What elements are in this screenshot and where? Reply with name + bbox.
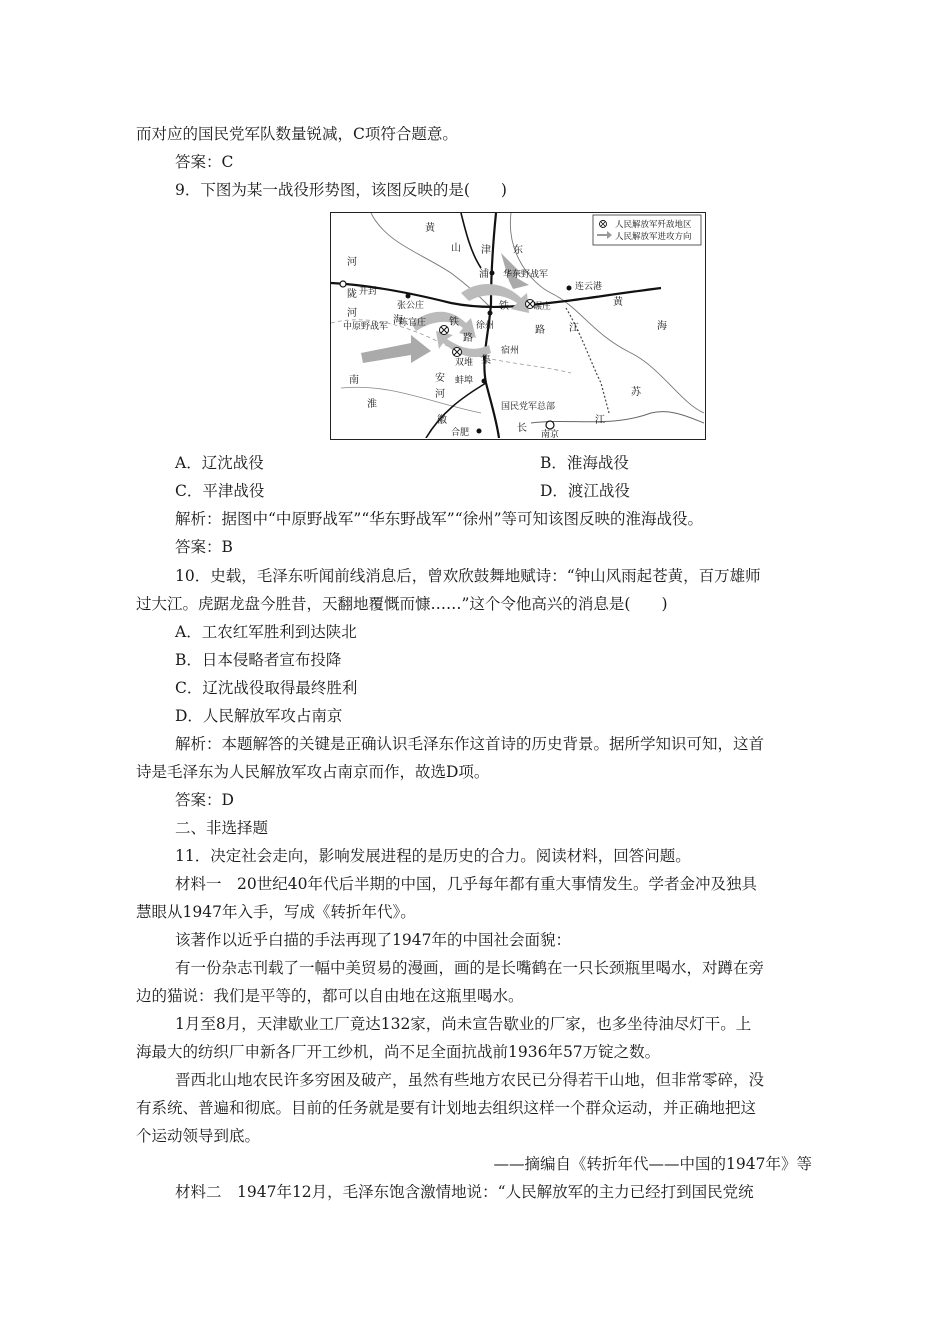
city-marker: [482, 379, 487, 384]
map-label: 长: [517, 423, 527, 434]
question-11: 11．决定社会走向，影响发展进程的是历史的合力。阅读材料，回答问题。: [175, 847, 691, 865]
map-label: 集: [481, 355, 491, 366]
map-label: 中原野战军: [343, 322, 389, 332]
map-label: 碾庄: [533, 302, 552, 312]
material-1-cont: 海最大的纺织厂申新各厂开工纱机，尚不足全面抗战前1936年57万锭之数。: [136, 1043, 661, 1061]
map-label: 海: [657, 321, 667, 332]
option-a: A．辽沈战役: [175, 454, 264, 472]
map-label: 黄: [613, 297, 623, 308]
yangtze-line: [531, 412, 704, 423]
material-1-cont: 个运动领导到底。: [136, 1127, 261, 1145]
legend-attack-label: 人民解放军进攻方向: [615, 232, 692, 242]
map-label: 黄: [425, 223, 435, 234]
map-label: 徐州: [476, 321, 495, 331]
city-marker: [477, 429, 482, 434]
encircle-marker: [453, 348, 462, 357]
map-label: 双堆: [455, 358, 474, 368]
map-svg: [331, 213, 704, 438]
option-b: B．日本侵略者宣布投降: [175, 651, 342, 669]
attack-arrow: [461, 284, 529, 313]
railway: [461, 213, 481, 268]
map-label: 陈官庄: [399, 318, 427, 328]
map-label: 张公庄: [397, 301, 425, 311]
option-c: C．平津战役: [175, 482, 265, 500]
map-label: 南: [349, 375, 359, 386]
map-label: 路: [535, 325, 545, 336]
text-line: 而对应的国民党军队数量锐减，C项符合题意。: [136, 125, 458, 143]
answer-line: 答案：B: [175, 538, 233, 556]
source-citation: ——摘编自《转折年代——中国的1947年》等: [493, 1155, 812, 1173]
explanation: 解析：本题解答的关键是正确认识毛泽东作这首诗的历史背景。据所学知识可知，这首: [175, 735, 765, 753]
material-1-cont: 慧眼从1947年入手，写成《转折年代》。: [136, 903, 416, 921]
material-2: 材料二 1947年12月，毛泽东饱含激情地说：“人民解放军的主力已经打到国民党统: [175, 1183, 754, 1201]
question-9: 9．下图为某一战役形势图，该图反映的是( ): [175, 181, 507, 199]
map-label: 山: [451, 243, 461, 254]
city-marker: [340, 281, 346, 287]
option-a: A．工农红军胜利到达陕北: [175, 623, 357, 641]
city-marker: [488, 311, 493, 316]
material-1: 材料一 20世纪40年代后半期的中国，几乎每年都有重大事情发生。学者金冲及独具: [175, 875, 757, 893]
map-label: 河: [347, 308, 357, 319]
map-label: 华东野战军: [503, 270, 549, 280]
map-label: 合肥: [451, 428, 470, 438]
option-b: B．淮海战役: [540, 454, 629, 472]
option-d: D．渡江战役: [540, 482, 630, 500]
explanation-cont: 诗是毛泽东为人民解放军攻占南京而作，故选D项。: [136, 763, 490, 781]
explanation: 解析：据图中“中原野战军”“华东野战军”“徐州”等可知该图反映的淮海战役。: [175, 510, 704, 528]
map-label: 安: [435, 373, 445, 384]
map-label: 浦: [479, 269, 489, 280]
map-label: 开封: [359, 287, 378, 297]
material-1-para: 1月至8月，天津歇业工厂竟达132家，尚未宣告歇业的厂家，也多坐待油尽灯干。上: [175, 1015, 752, 1033]
map-label: 铁: [499, 301, 509, 312]
map-label: 国民党军总部: [501, 402, 556, 412]
section-heading: 二、非选择题: [175, 819, 269, 837]
city-marker: [567, 286, 572, 291]
encircle-marker: [440, 326, 449, 335]
option-c: C．辽沈战役取得最终胜利: [175, 679, 358, 697]
answer-line: 答案：D: [175, 791, 234, 809]
material-1-para: 晋西北山地农民许多穷困及破产，虽然有些地方农民已分得若干山地，但非常零碎，没: [175, 1071, 765, 1089]
map-label: 南京: [541, 430, 560, 438]
material-1-cont: 有系统、普遍和彻底。目前的任务就是要有计划地去组织这样一个群众运动，并正确地把这: [136, 1099, 757, 1117]
map-label: 河: [347, 257, 357, 268]
question-10: 10．史载，毛泽东听闻前线消息后，曾欢欣鼓舞地赋诗：“钟山风雨起苍黄，百万雄师: [175, 567, 761, 585]
map-label: 蚌埠: [455, 376, 474, 386]
material-1-cont: 边的猫说：我们是平等的，都可以自由地在这瓶里喝水。: [136, 987, 524, 1005]
city-marker: [490, 271, 495, 276]
attack-arrow: [361, 335, 431, 363]
map-label: 江: [569, 323, 579, 334]
map-label: 海: [393, 315, 403, 326]
map-label: 河: [435, 389, 445, 400]
option-d: D．人民解放军攻占南京: [175, 707, 343, 725]
material-1-para: 有一份杂志刊载了一幅中美贸易的漫画，画的是长嘴鹤在一只长颈瓶里喝水，对蹲在旁: [175, 959, 765, 977]
question-10-cont: 过大江。虎踞龙盘今胜昔，天翻地覆慨而慷……”这个令他高兴的消息是( ): [136, 595, 668, 613]
map-label: 徽: [437, 415, 447, 426]
map-label: 宿州: [501, 346, 520, 356]
city-marker: [406, 294, 411, 299]
map-label: 陇: [347, 289, 357, 300]
map-label: 东: [513, 245, 523, 256]
map-label: 连云港: [575, 282, 603, 292]
map-label: 路: [463, 333, 473, 344]
map-label: 苏: [631, 387, 641, 398]
encircle-icon: [600, 221, 607, 228]
map-label: 铁: [449, 317, 459, 328]
city-marker: [546, 421, 554, 429]
battle-situation-map: [330, 212, 706, 440]
map-label: 江: [595, 415, 605, 426]
map-label: 淮: [367, 399, 377, 410]
map-label: 津: [481, 245, 491, 256]
material-1-para: 该著作以近乎白描的手法再现了1947年的中国社会面貌：: [175, 931, 571, 949]
legend-encircle-label: 人民解放军歼敌地区: [615, 220, 692, 230]
answer-line: 答案：C: [175, 153, 234, 171]
